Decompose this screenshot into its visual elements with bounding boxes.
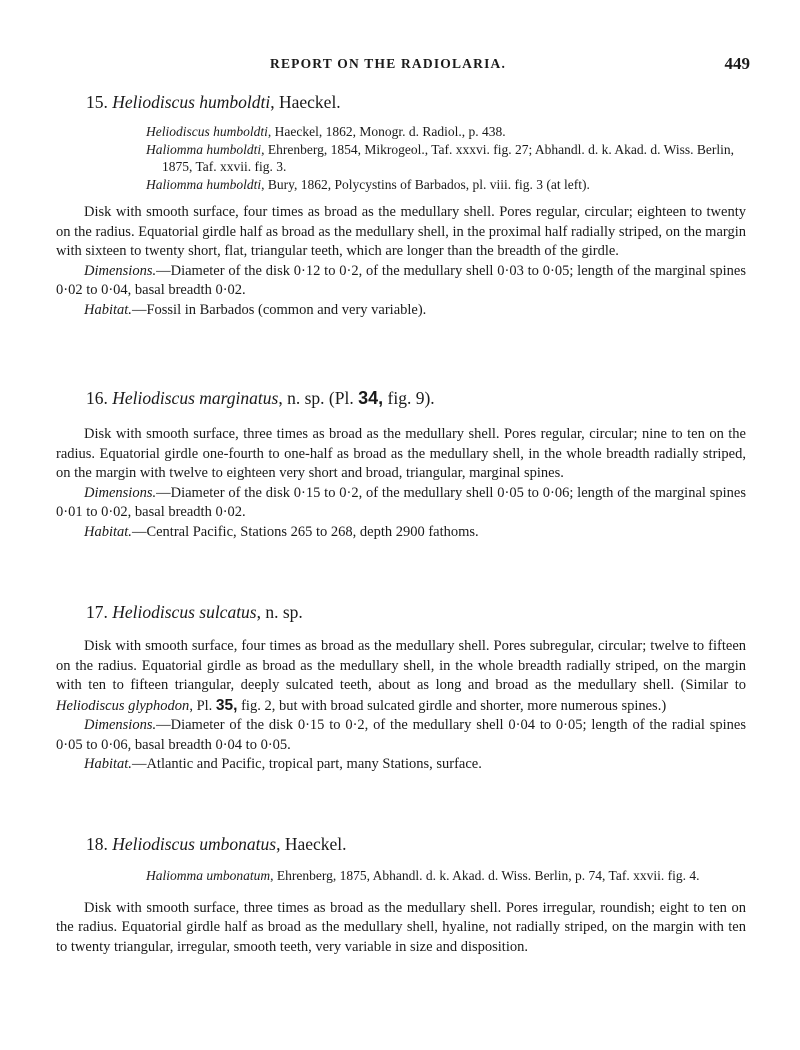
plate-reference (329, 388, 435, 408)
dimensions-label: Dimensions. (84, 262, 157, 279)
synonym-name: Haliomma umbonatum (146, 868, 271, 883)
species-name: Heliodiscus umbonatus (112, 834, 277, 854)
species-heading (56, 602, 746, 623)
species-number: 15. (86, 92, 108, 112)
plate-label: , Pl. (189, 697, 213, 714)
plate-number: 34, (358, 388, 384, 408)
synonym-ref: , Bury, 1862, Polycystins of Barbados, pl. viii. fig. 3 (at left). (261, 176, 590, 192)
description: Disk with smooth surface, three times as broad as the medullary shell. Pores regular, circular; nine to ten on the radius. Equatorial girdle one-fourth to one-half as broad as the medullary shell, in the whole breadth radially striped, on the margin with twelve to eighteen very short and broad, triangular, marginal spines. (56, 426, 746, 481)
species-15 (56, 92, 746, 320)
synonym-entry (146, 867, 746, 885)
synonym-name: Haliomma humboldti (146, 141, 262, 157)
species-heading (56, 834, 746, 855)
dimensions (56, 484, 746, 523)
running-head: REPORT ON THE RADIOLARIA. (270, 56, 507, 71)
species-number: 17. (86, 602, 108, 622)
page-header (0, 56, 800, 78)
synonym-ref: , Ehrenberg, 1875, Abhandl. d. k. Akad. d. Wiss. Berlin, p. 74, Taf. xxvii. fig. 4. (270, 868, 700, 883)
dimensions-label: Dimensions. (84, 717, 157, 733)
species-author: , n. sp. (256, 602, 303, 622)
description (56, 637, 746, 716)
habitat-text: —Atlantic and Pacific, tropical part, many Stations, surface. (131, 756, 482, 772)
species-number: 16. (86, 388, 108, 408)
habitat-label: Habitat. (84, 523, 132, 540)
habitat-label: Habitat. (84, 756, 132, 772)
plate-open: (Pl. (328, 388, 354, 408)
species-16 (56, 388, 746, 542)
description: Disk with smooth surface, four times as broad as the medullary shell. Pores regular, circular; eighteen to twenty on the radius. Equatorial girdle half as broad as the medullary shell, in the proximal half radially striped, on the margin with sixteen to twenty short, flat, triangular teeth, which are longer than the breadth of the girdle. (56, 204, 746, 259)
habitat (56, 523, 746, 543)
description-text: Disk with smooth surface, four times as broad as the medullary shell. Pores subregular, circular; twelve to fifteen on the radius. Equatorial girdle as broad as the medullary shell, in the whole breadth radially striped, on the margin with ten to fifteen triangular, deeply sulcated teeth, about as long and broad as the medullary shell. (Similar to (56, 638, 746, 693)
description-text-end: fig. 2, but with broad sulcated girdle and shorter, more numerous spines.) (237, 697, 667, 714)
synonymy (56, 123, 746, 193)
synonym-ref: , Haeckel, 1862, Monogr. d. Radiol., p. 438. (267, 124, 506, 139)
species-author: , Haeckel. (270, 92, 341, 112)
species-name: Heliodiscus marginatus (112, 388, 279, 408)
habitat (56, 301, 746, 321)
species-name: Heliodiscus humboldti (112, 92, 271, 112)
synonymy (56, 867, 746, 885)
synonym-entry (146, 141, 746, 176)
species-17 (56, 602, 746, 775)
species-heading (56, 92, 746, 113)
species-heading (56, 388, 746, 409)
compared-species: Heliodiscus glyphodon (56, 697, 190, 714)
habitat (56, 755, 746, 775)
dimensions (56, 262, 746, 301)
dimensions-text: —Diameter of the disk 0·15 to 0·2, of the medullary shell 0·04 to 0·05; length of the radial spines 0·05 to 0·06, basal breadth 0·04 to 0·05. (56, 717, 746, 753)
species-name: Heliodiscus sulcatus (112, 602, 257, 622)
synonym-entry (146, 123, 746, 141)
synonym-ref: , Ehrenberg, 1854, Mikrogeol., Taf. xxxvi. fig. 27; Abhandl. d. k. Akad. d. Wiss. Berlin, 1875, Taf. xxvii. fig. 3. (162, 141, 734, 174)
synonym-entry (146, 176, 746, 194)
plate-number: 35, (215, 696, 238, 714)
description: Disk with smooth surface, three times as broad as the medullary shell. Pores irregular, roundish; eight to ten on the radius. Equatorial girdle half as broad as the medullary shell, hyaline, not radially striped, on the margin with ten to twenty triangular, irregular, smooth teeth, very variable in size and disposition. (56, 899, 746, 955)
species-number: 18. (86, 834, 108, 854)
habitat-text: —Fossil in Barbados (common and very variable). (131, 301, 427, 318)
synonym-name: Haliomma humboldti (146, 176, 262, 192)
synonym-name: Heliodiscus humboldti (146, 124, 268, 139)
habitat-label: Habitat. (84, 301, 132, 318)
species-author: , Haeckel. (276, 834, 347, 854)
species-author: , n. sp. (278, 388, 325, 408)
dimensions (56, 716, 746, 755)
species-18 (56, 834, 746, 957)
dimensions-text: —Diameter of the disk 0·15 to 0·2, of the medullary shell 0·05 to 0·06; length of the marginal spines 0·01 to 0·02, basal breadth 0·02. (56, 484, 746, 520)
page-number: 449 (724, 54, 750, 73)
plate-figure: fig. 9). (387, 388, 435, 408)
dimensions-text: —Diameter of the disk 0·12 to 0·2, of the medullary shell 0·03 to 0·05; length of the marginal spines 0·02 to 0·04, basal breadth 0·02. (56, 262, 746, 298)
habitat-text: —Central Pacific, Stations 265 to 268, depth 2900 fathoms. (131, 523, 479, 540)
dimensions-label: Dimensions. (84, 484, 157, 501)
